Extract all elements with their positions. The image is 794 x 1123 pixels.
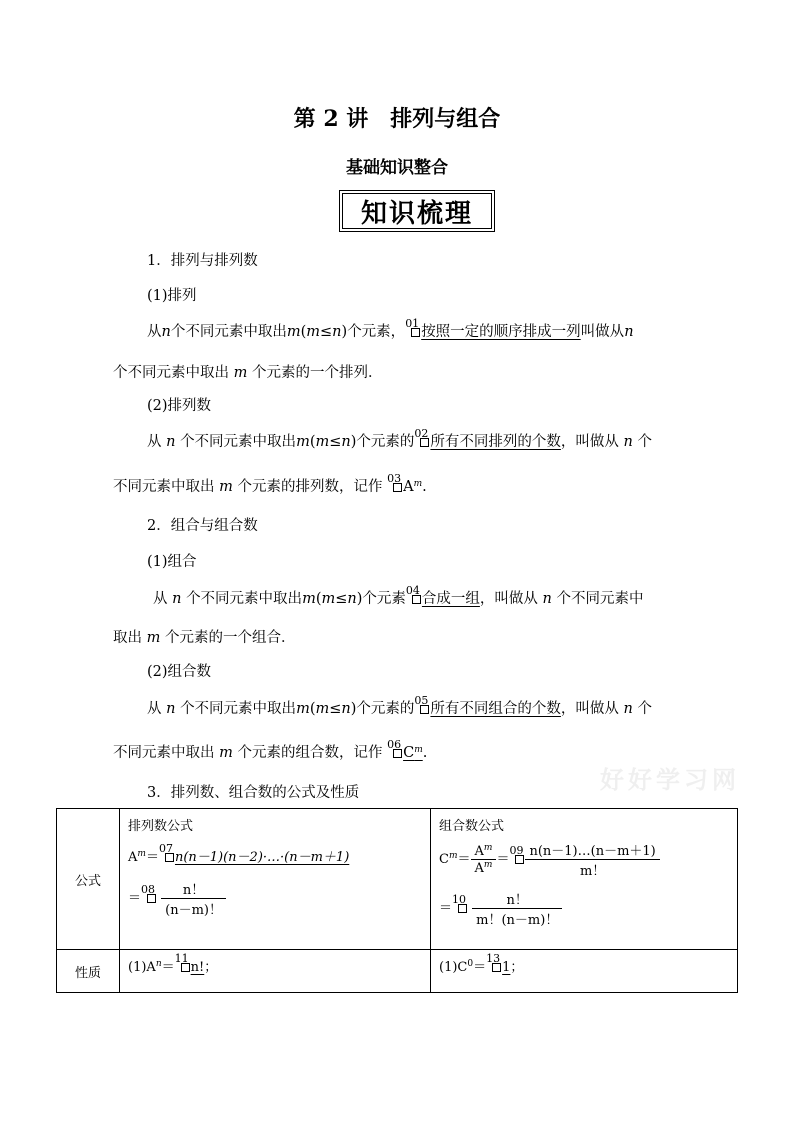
s2-p2-line1: 从 n 个不同元素中取出m(m≤n)个元素的$^{05}$所有不同组合的个数，叫做从 n 个 (147, 694, 652, 717)
s2-p1-line1: 从 n 个不同元素中取出m(m≤n)个元素$^{04}$合成一组，叫做从 n 个不同元素中 (153, 584, 644, 607)
answer-blank: n! (190, 960, 205, 975)
answer-blank: 1 (502, 960, 511, 975)
comb-formula-ratio: $C^m=$ $\frac{A^m}{A^m}$ ＝$^{09}$ $\frac{n(n-1)\dots(n-m+1)}{m!}$ (439, 840, 729, 879)
blank-number: 05 (414, 694, 429, 707)
comb-formula-head: 组合数公式 (439, 819, 505, 834)
blank-number: 04 (405, 584, 420, 597)
blank-number: 01 (405, 317, 420, 330)
blank-number: 02 (414, 427, 429, 440)
section-1-heading: 1．排列与排列数 (147, 253, 258, 269)
s1-p2-line2: 不同元素中取出 m 个元素的排列数，记作 $^{03}A^m$. (113, 472, 427, 495)
perm-property-cell: $(1)A^n=^{11}n$!； (120, 950, 431, 993)
comb-formula-cell (431, 809, 738, 950)
s2-p2-line2: 不同元素中取出 m 个元素的组合数，记作 $^{06}C^m$. (113, 738, 428, 761)
perm-formula-head: 排列数公式 (128, 819, 194, 834)
comb-fraction-2: $\frac{n!}{m!(n-m)!}$ (472, 889, 562, 928)
comb-formula-fraction: ＝$^{10}$ $\frac{n!}{m!(n-m)!}$ (439, 889, 729, 928)
comb-ratio: $\frac{A^m}{A^m}$ (471, 843, 497, 876)
comb-fraction-1: $\frac{n(n-1)\dots(n-m+1)}{m!}$ (525, 840, 659, 879)
s2-p2-label: (2)组合数 (147, 664, 212, 680)
answer-blank: 按照一定的顺序排成一列 (421, 324, 581, 340)
row-label-formula: 公式 (57, 809, 120, 950)
s2-p1-label: (1)组合 (147, 554, 197, 570)
section-2-heading: 2．组合与组合数 (147, 518, 258, 534)
s1-p2-label: (2)排列数 (147, 398, 212, 414)
watermark: 好好学习网 (600, 765, 740, 794)
knowledge-box-heading (339, 190, 495, 232)
section-subtitle: 基础知识整合 (346, 158, 448, 178)
s1-p1-label: (1)排列 (147, 288, 197, 304)
answer-blank: 所有不同组合的个数 (430, 701, 561, 717)
perm-formula-product: $A^m=^{07}n(n-1)(n-2)\cdot\dots\cdot(n-m+1)$ (128, 842, 350, 865)
formula-table (56, 808, 738, 993)
knowledge-box-label: 知识梳理 (342, 193, 492, 229)
page-title: 第 2 讲 排列与组合 (293, 106, 501, 132)
row-label-property: 性质 (57, 950, 120, 993)
table-row (57, 809, 738, 950)
answer-blank: n(n－1)(n－2)·…·(n－m＋1) (174, 850, 350, 865)
blank-number: 06 (387, 738, 402, 751)
perm-formula-fraction: ＝$^{08}$ $\frac{n!}{(n-m)!}$ (128, 879, 422, 918)
s1-p1-line1: 从n个不同元素中取出m(m≤n)个元素，$^{01}$按照一定的顺序排成一列叫做从n (147, 317, 634, 340)
blank-number: 03 (387, 472, 402, 485)
section-3-heading: 3．排列数、组合数的公式及性质 (147, 785, 360, 801)
table-row (57, 950, 738, 993)
s1-p1-line2: 个不同元素中取出 m 个元素的一个排列． (113, 365, 383, 381)
answer-blank: 合成一组 (421, 591, 480, 607)
s2-p1-line2: 取出 m 个元素的一个组合． (113, 630, 296, 646)
answer-blank: 所有不同排列的个数 (430, 434, 561, 450)
perm-formula-cell (120, 809, 431, 950)
perm-fraction: $\frac{n!}{(n-m)!}$ (161, 879, 226, 918)
comb-property-cell: $(1)C^0=^{13}1$； (431, 950, 738, 993)
s1-p2-line1: 从 n 个不同元素中取出m(m≤n)个元素的$^{02}$所有不同排列的个数，叫做从 n 个 (147, 427, 652, 450)
